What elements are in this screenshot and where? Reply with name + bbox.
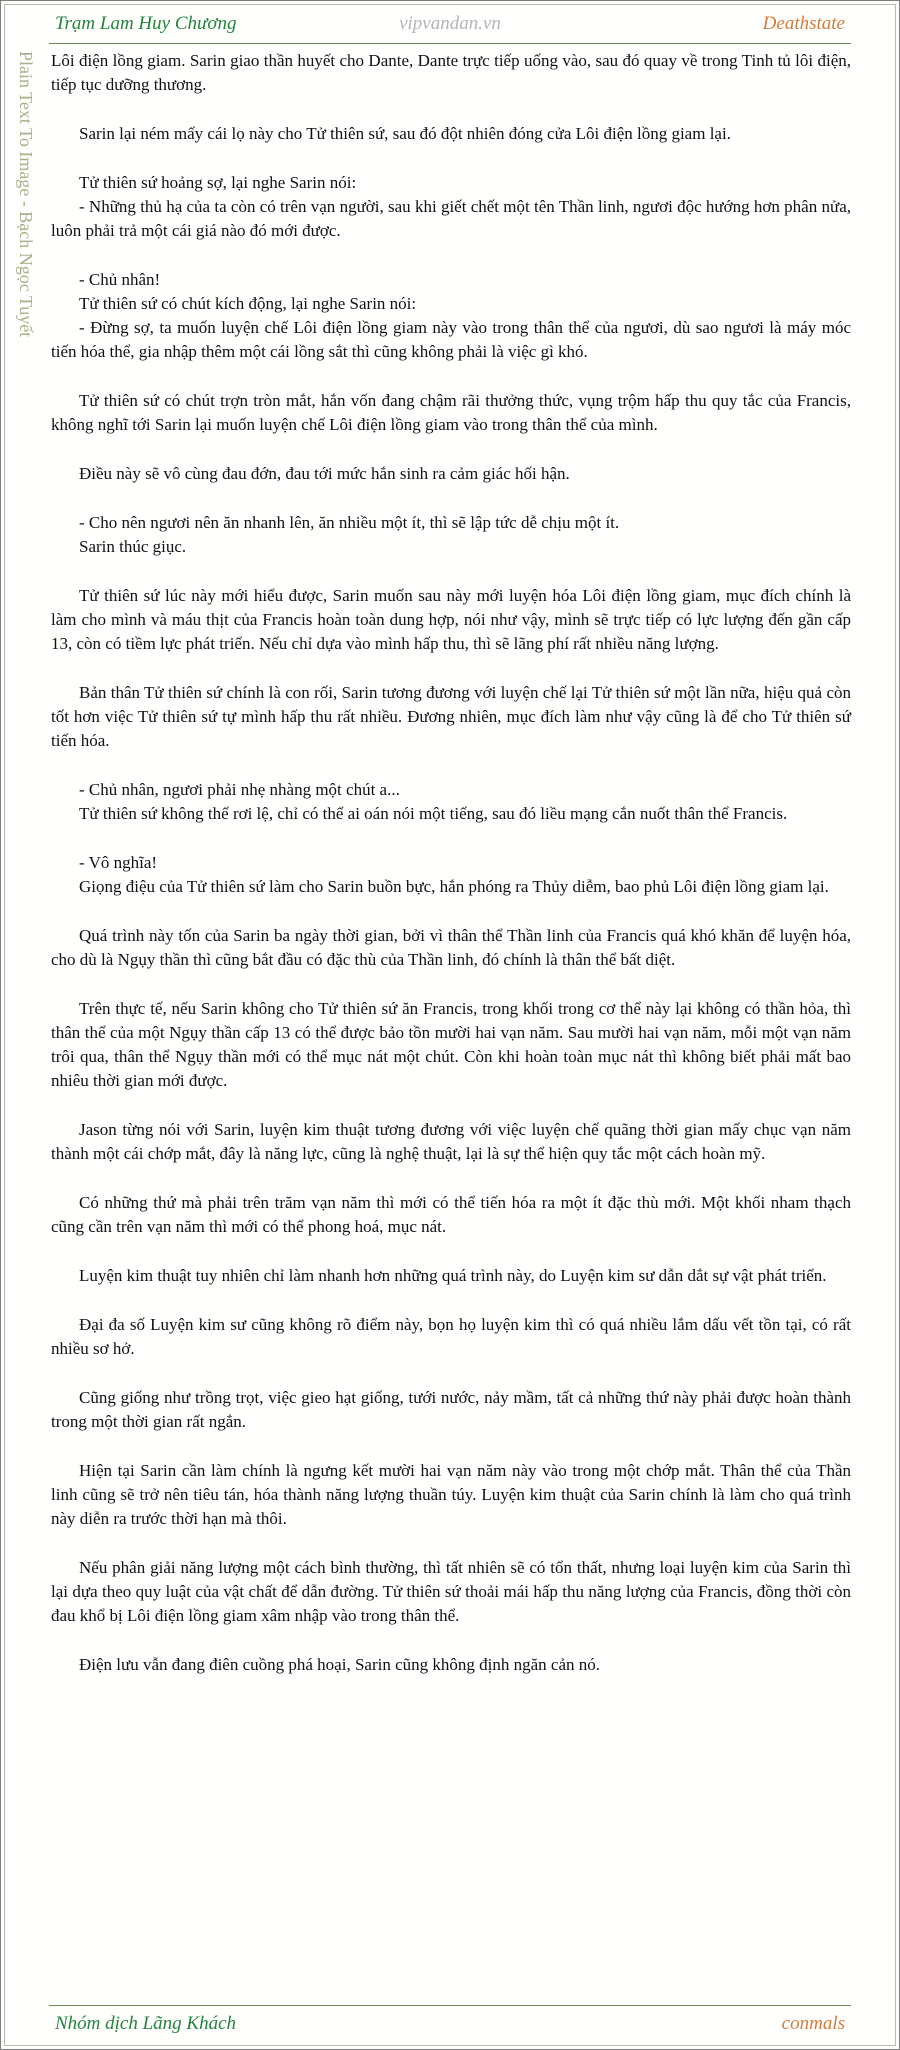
paragraph-line: - Những thủ hạ của ta còn có trên vạn người, sau khi giết chết một tên Thần linh, ngươi độc hướng hơn phân nửa, luôn phải trả một cái giá nào đó mới được. xyxy=(51,197,851,240)
paragraph-line: Quá trình này tốn của Sarin ba ngày thời gian, bởi vì thân thể Thần linh của Francis quá khó khăn để luyện hóa, cho dù là Ngụy thần thì cũng bắt đầu có đặc thù của Thần linh, đó chính là thân thể bất diệt. xyxy=(51,926,851,969)
paragraph xyxy=(51,851,851,899)
header-right-title: Deathstate xyxy=(762,13,845,34)
footer-divider xyxy=(49,2005,851,2006)
paragraph xyxy=(51,462,851,486)
footer-left-credit: Nhóm dịch Lãng Khách xyxy=(55,2013,237,2034)
paragraph-line: Jason từng nói với Sarin, luyện kim thuật tương đương với việc luyện chế quãng thời gian mấy chục vạn năm thành một cái chớp mắt, đây là năng lực, cũng là nghệ thuật, lại là sự thể hiện quy tắc một cách hoàn mỹ. xyxy=(51,1120,851,1163)
paragraph-line: Tử thiên sứ có chút kích động, lại nghe Sarin nói: xyxy=(79,294,417,313)
paragraph-line: Luyện kim thuật tuy nhiên chỉ làm nhanh hơn những quá trình này, do Luyện kim sư dẫn dắt sự vật phát triển. xyxy=(79,1266,827,1285)
side-caption: Plain Text To Image - Bạch Ngọc Tuyết xyxy=(16,51,36,338)
paragraph xyxy=(51,171,851,243)
paragraph xyxy=(51,681,851,753)
paragraph-line: Điện lưu vẫn đang điên cuồng phá hoại, Sarin cũng không định ngăn cản nó. xyxy=(79,1655,600,1674)
paragraph-line: Hiện tại Sarin cần làm chính là ngưng kết mười hai vạn năm này vào trong một chớp mắt. Thân thể của Thần linh cũng sẽ trở nên tiêu tán, hóa thành năng lượng thuần túy. Luyện kim thuật của Sarin chính là làm cho quá trình này diễn ra trước thời hạn mà thôi. xyxy=(51,1461,851,1528)
paragraph xyxy=(51,389,851,437)
paragraph xyxy=(51,49,851,97)
paragraph xyxy=(51,997,851,1093)
paragraph xyxy=(51,122,851,146)
paragraph-line: Tử thiên sứ lúc này mới hiểu được, Sarin muốn sau này mới luyện hóa Lôi điện lồng giam, mục đích chính là làm cho mình và máu thịt của Francis hoàn toàn dung hợp, nói như vậy, mình sẽ trực tiếp có lực lượng đến gần cấp 13, còn có tiềm lực phát triển. Nếu chỉ dựa vào mình hấp thu, thì sẽ lãng phí rất nhiều năng lượng. xyxy=(51,586,851,653)
paragraph xyxy=(51,924,851,972)
page-footer xyxy=(51,2009,849,2039)
paragraph-line: - Chủ nhân! xyxy=(79,270,161,289)
page-header xyxy=(51,11,849,41)
paragraph xyxy=(51,1191,851,1239)
paragraph xyxy=(51,1653,851,1677)
header-left-title: Trạm Lam Huy Chương xyxy=(55,13,237,34)
paragraph-line: Cũng giống như trồng trọt, việc gieo hạt giống, tưới nước, nảy mầm, tất cả những thứ này phải được hoàn thành trong một thời gian rất ngắn. xyxy=(51,1388,851,1431)
paragraph-line: Có những thứ mà phải trên trăm vạn năm thì mới có thể tiến hóa ra một ít đặc thù mới. Một khối nham thạch cũng cần trên vạn năm thì mới có thể phong hoá, mục nát. xyxy=(51,1193,851,1236)
paragraph-line: - Vô nghĩa! xyxy=(79,853,158,872)
paragraph-line: Giọng điệu của Tử thiên sứ làm cho Sarin buồn bực, hắn phóng ra Thủy diễm, bao phủ Lôi điện lồng giam lại. xyxy=(79,877,829,896)
paragraph-line: - Cho nên ngươi nên ăn nhanh lên, ăn nhiều một ít, thì sẽ lập tức dễ chịu một ít. xyxy=(79,513,620,532)
paragraph xyxy=(51,584,851,656)
paragraph-line: - Đừng sợ, ta muốn luyện chế Lôi điện lồng giam này vào trong thân thể của ngươi, dù sao ngươi là máy móc tiến hóa thể, gia nhập thêm một cái lồng sắt thì cũng không phải là việc gì khó. xyxy=(51,318,851,361)
paragraph-line: Điều này sẽ vô cùng đau đớn, đau tới mức hắn sinh ra cảm giác hối hận. xyxy=(79,464,570,483)
paragraph-line: Đại đa số Luyện kim sư cũng không rõ điểm này, bọn họ luyện kim thì có quá nhiều lắm dấu vết tồn tại, có rất nhiều sơ hở. xyxy=(51,1315,851,1358)
paragraph xyxy=(51,1264,851,1288)
paragraph-line: Bản thân Tử thiên sứ chính là con rối, Sarin tương đương với luyện chế lại Tử thiên sứ một lần nữa, hiệu quả còn tốt hơn việc Tử thiên sứ tự mình hấp thu rất nhiều. Đương nhiên, mục đích làm như vậy cũng là để cho Tử thiên sứ tiến hóa. xyxy=(51,683,851,750)
paragraph-line: Lôi điện lồng giam. Sarin giao thần huyết cho Dante, Dante trực tiếp uống vào, sau đó quay về trong Tinh tủ lôi điện, tiếp tục dưỡng thương. xyxy=(51,51,851,94)
paragraph-line: Tử thiên sứ có chút trợn tròn mắt, hắn vốn đang chậm rãi thưởng thức, vụng trộm hấp thu quy tắc của Francis, không nghĩ tới Sarin lại muốn luyện chế Lôi điện lồng giam vào trong thân thể của mình. xyxy=(51,391,851,434)
paragraph xyxy=(51,1556,851,1628)
paragraph-line: Tử thiên sứ hoảng sợ, lại nghe Sarin nói: xyxy=(79,173,357,192)
paragraph-line: Sarin thúc giục. xyxy=(79,537,187,556)
paragraph xyxy=(51,1118,851,1166)
paragraph-line: - Chủ nhân, ngươi phải nhẹ nhàng một chút a... xyxy=(79,780,400,799)
paragraph xyxy=(51,778,851,826)
footer-right-credit: conmals xyxy=(781,2013,845,2034)
document-body xyxy=(51,49,851,1702)
paragraph-line: Tử thiên sứ không thể rơi lệ, chỉ có thể ai oán nói một tiếng, sau đó liều mạng cắn nuốt thân thể Francis. xyxy=(79,804,788,823)
paragraph-line: Sarin lại ném mấy cái lọ này cho Tử thiên sứ, sau đó đột nhiên đóng cửa Lôi điện lồng giam lại. xyxy=(79,124,731,143)
header-site-name: vipvandan.vn xyxy=(399,13,501,34)
header-divider xyxy=(49,43,851,44)
paragraph xyxy=(51,511,851,559)
paragraph xyxy=(51,1459,851,1531)
paragraph-line: Nếu phân giải năng lượng một cách bình thường, thì tất nhiên sẽ có tổn thất, nhưng loại luyện kim của Sarin thì lại dựa theo quy luật của vật chất để dẫn đường. Tử thiên sứ thoải mái hấp thu năng lượng của Francis, đồng thời còn đau khổ bị Lôi điện lồng giam xâm nhập vào trong thân thể. xyxy=(51,1558,851,1625)
paragraph xyxy=(51,1313,851,1361)
paragraph xyxy=(51,268,851,364)
paragraph xyxy=(51,1386,851,1434)
paragraph-line: Trên thực tế, nếu Sarin không cho Tử thiên sứ ăn Francis, trong khối trong cơ thể này lại không có thần hỏa, thì thân thể của một Ngụy thần cấp 13 có thể được bảo tồn mười hai vạn năm. Sau mười hai vạn năm, mỗi một vạn năm trôi qua, thân thể Ngụy thần mới có thể mục nát một chút. Còn khi hoàn toàn mục nát thì không biết phải mất bao nhiêu thời gian mới được. xyxy=(51,999,851,1090)
